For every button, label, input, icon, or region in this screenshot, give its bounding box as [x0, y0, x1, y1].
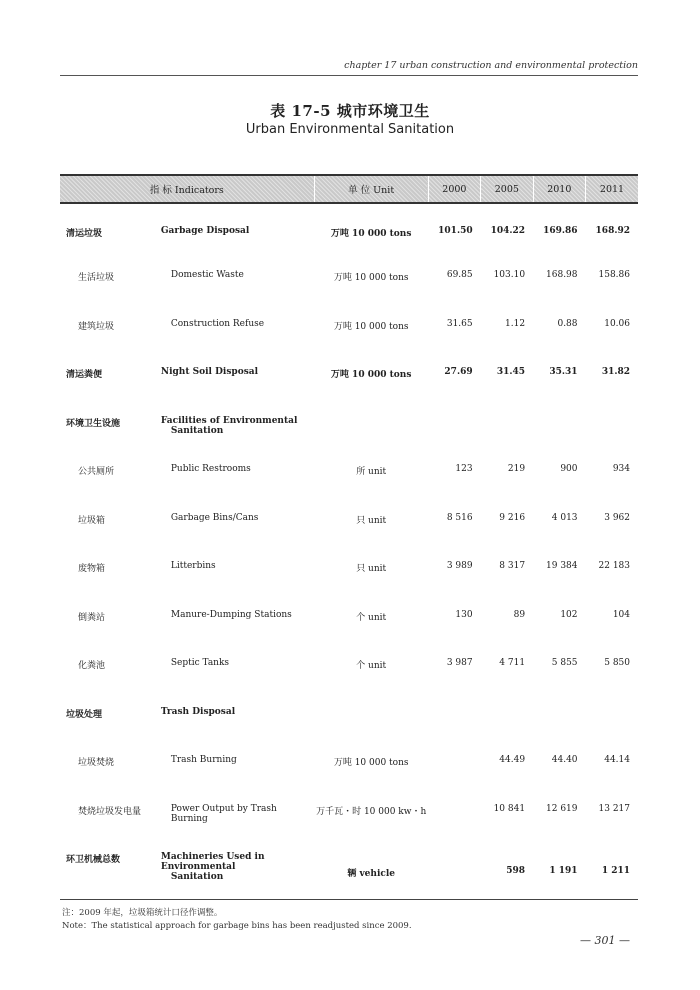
- cell-2000: 3 987: [446, 658, 473, 668]
- cell-2011: 5 850: [604, 658, 630, 668]
- cell-2000: [428, 835, 480, 884]
- cell-2011: 158.86: [598, 270, 630, 280]
- cell-2011: 13 217: [598, 803, 630, 814]
- table-title-en: Urban Environmental Sanitation: [245, 122, 455, 137]
- cell-2005: 219: [507, 464, 526, 474]
- table-row: [60, 447, 638, 496]
- row-en-cell: [161, 835, 314, 884]
- cell-2011: 934: [612, 464, 630, 474]
- cell-2010: 0.88: [557, 318, 578, 329]
- cell-2000: 3 989: [446, 561, 473, 571]
- cell-2000: [428, 787, 480, 836]
- row-en-line2: Sanitation: [170, 425, 224, 436]
- cell-2000: 130: [455, 609, 473, 620]
- row-en: Facilities of Environmental: [160, 415, 298, 426]
- cell-2005: 10 841: [493, 803, 526, 814]
- table-header-row: [60, 175, 638, 203]
- header-2005: 2005: [481, 175, 533, 203]
- row-en: Public Restrooms: [170, 464, 251, 474]
- row-en-line2: Sanitation: [170, 872, 224, 882]
- cell-2005: 598: [506, 866, 526, 876]
- row-cn: 化粪池: [78, 661, 106, 671]
- page-number: — 301 —: [580, 934, 630, 947]
- table-row: [60, 738, 638, 787]
- cell-2010: 5 855: [551, 658, 578, 668]
- cell-2005: [481, 690, 533, 739]
- row-unit: 万吨 10 000 tons: [330, 370, 412, 380]
- row-unit: 辆 vehicle: [347, 869, 395, 879]
- cell-2010: 900: [560, 464, 578, 474]
- table-row: [60, 350, 638, 399]
- cell-2005: 1.12: [505, 318, 526, 329]
- cell-2000: [428, 738, 480, 787]
- cell-2005: 44.49: [499, 755, 526, 765]
- cell-2011: 168.92: [595, 226, 630, 236]
- table-row: [60, 253, 638, 302]
- cell-2010: 19 384: [546, 561, 578, 571]
- table-row: [60, 690, 638, 739]
- row-cn: 环境卫生设施: [66, 418, 121, 429]
- cell-2011: [586, 399, 638, 448]
- row-unit: [314, 690, 428, 739]
- row-en: Night Soil Disposal: [160, 367, 259, 377]
- cell-2005: [481, 399, 533, 448]
- sanitation-table: [60, 174, 638, 884]
- row-cn: 生活垃圾: [78, 273, 115, 283]
- row-unit: 只 unit: [356, 564, 387, 574]
- header-rule: [60, 75, 638, 76]
- row-cn: 清运粪便: [66, 370, 103, 380]
- header-2011: 2011: [586, 175, 638, 203]
- header-indicators: 指 标 Indicators: [60, 175, 314, 203]
- cell-2010: 12 619: [546, 803, 578, 814]
- row-cn: 废物箱: [78, 564, 106, 574]
- row-en: Construction Refuse: [170, 318, 265, 329]
- table-row: [60, 641, 638, 690]
- row-en: Garbage Disposal: [160, 226, 250, 236]
- cell-2005: 9 216: [499, 512, 526, 523]
- cell-2011: [586, 690, 638, 739]
- cell-2010: 4 013: [551, 512, 578, 523]
- table-row: [60, 593, 638, 642]
- header-2010: 2010: [533, 175, 585, 203]
- header-unit: 单 位 Unit: [314, 175, 428, 203]
- cell-2000: 27.69: [444, 367, 473, 377]
- cell-2010: 35.31: [549, 367, 578, 377]
- row-en: Trash Burning: [170, 755, 237, 765]
- row-cn: 清运垃圾: [66, 229, 103, 239]
- cell-2005: 104.22: [490, 226, 526, 236]
- cell-2010: 1 191: [549, 866, 578, 876]
- row-en: Litterbins: [170, 561, 216, 571]
- cell-2011: 104: [612, 609, 630, 620]
- cell-2010: 169.86: [543, 226, 578, 236]
- row-en-cell: [161, 399, 314, 448]
- cell-2005: 4 711: [499, 658, 526, 668]
- table-row: [60, 496, 638, 545]
- table-row: [60, 787, 638, 836]
- cell-2010: [533, 690, 585, 739]
- cell-2010: 44.40: [551, 755, 578, 765]
- cell-2005: 89: [513, 609, 526, 620]
- cell-2005: 31.45: [496, 367, 526, 377]
- row-en: Power Output by Trash Burning: [170, 803, 277, 824]
- note-en: Note：The statistical approach for garbage bins has been readjusted since 2009.: [62, 921, 412, 931]
- row-en: Domestic Waste: [170, 270, 244, 280]
- row-en: Machineries Used in Environmental: [160, 852, 265, 872]
- footer-rule: [60, 899, 638, 900]
- cell-2010: 102: [560, 609, 578, 620]
- row-unit: 万吨 10 000 tons: [333, 758, 409, 768]
- cell-2000: [428, 399, 480, 448]
- cell-2010: [533, 399, 585, 448]
- row-unit: 万吨 10 000 tons: [333, 273, 409, 283]
- cell-2000: 8 516: [446, 512, 473, 523]
- cell-2011: 3 962: [604, 512, 630, 523]
- note-cn: 注：2009 年起，垃圾箱统计口径作调整。: [62, 908, 223, 918]
- row-unit: 只 unit: [356, 515, 387, 526]
- cell-2011: 22 183: [598, 561, 630, 571]
- row-unit: 万吨 10 000 tons: [330, 229, 412, 239]
- table-row: [60, 835, 638, 884]
- row-cn: 垃圾箱: [78, 515, 106, 526]
- table-row: [60, 302, 638, 351]
- row-unit: 个 unit: [356, 612, 387, 623]
- row-cn: 垃圾处理: [66, 709, 103, 720]
- running-header: chapter 17 urban construction and environmental protection: [344, 60, 638, 71]
- row-unit: 万千瓦・时 10 000 kw・h: [316, 806, 427, 817]
- cell-2011: 31.82: [601, 367, 630, 377]
- row-en: Garbage Bins/Cans: [170, 512, 259, 523]
- row-cn: 焚烧垃圾发电量: [78, 806, 142, 817]
- cell-2000: 123: [455, 464, 473, 474]
- cell-2000: [428, 690, 480, 739]
- table-row: [60, 399, 638, 448]
- cell-2000: 69.85: [446, 270, 473, 280]
- cell-2000: 101.50: [438, 226, 473, 236]
- row-cn: 环卫机械总数: [66, 855, 121, 865]
- table-row: [60, 544, 638, 593]
- cell-2010: 168.98: [546, 270, 578, 280]
- row-cn: 倒粪站: [78, 612, 106, 623]
- table-title-cn: 表 17-5 城市环境卫生: [270, 102, 430, 120]
- row-en: Trash Disposal: [160, 706, 236, 717]
- row-cn: 建筑垃圾: [78, 321, 115, 332]
- table-row: [60, 203, 638, 253]
- cell-2000: 31.65: [446, 318, 473, 329]
- cell-2005: 8 317: [499, 561, 526, 571]
- row-unit: 万吨 10 000 tons: [333, 321, 409, 332]
- cell-2005: 103.10: [493, 270, 526, 280]
- row-en: Septic Tanks: [170, 658, 230, 668]
- cell-2011: 44.14: [604, 755, 630, 765]
- cell-2011: 1 211: [601, 866, 630, 876]
- row-unit: 个 unit: [356, 661, 387, 671]
- row-en: Manure-Dumping Stations: [170, 609, 292, 620]
- row-cn: 垃圾焚烧: [78, 758, 115, 768]
- header-2000: 2000: [428, 175, 480, 203]
- row-unit: 所 unit: [356, 467, 387, 477]
- row-cn: 公共厕所: [78, 467, 115, 477]
- cell-2011: 10.06: [604, 318, 630, 329]
- row-unit: [314, 399, 428, 448]
